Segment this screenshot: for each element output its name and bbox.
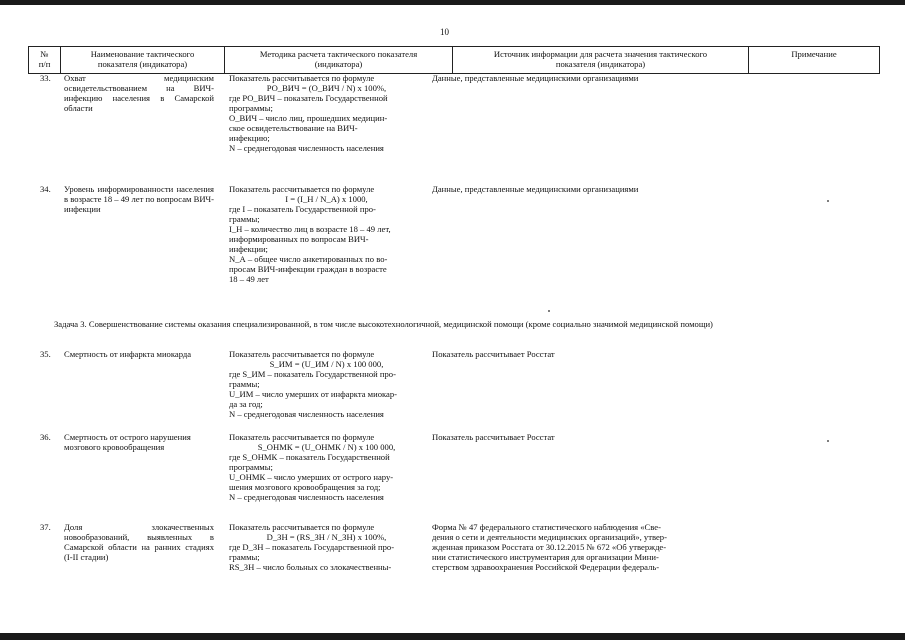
row-num: 34. (40, 184, 51, 194)
method-block (229, 184, 424, 284)
method-line: где S_ОНМК – показатель Государственной (229, 452, 390, 462)
header-method: Методика расчета тактического показателя (индикатора) (224, 47, 452, 73)
method-line: U_ОНМК – число умерших от острого нару- (229, 472, 394, 482)
header-source: Источник информации для расчета значения тактического показателя (индикатора) (452, 47, 748, 73)
source-line: жденная приказом Росстата от 30.12.2015 № 672 «Об утвержде- (432, 542, 667, 552)
formula: S_ОНМК = (U_ОНМК / N) x 100 000, (257, 442, 396, 452)
source-text: Данные, представленные медицинскими организациями (432, 73, 639, 83)
method-line: инфекции; (229, 244, 268, 254)
method-line: где I – показатель Государственной про- (229, 204, 376, 214)
method-line: граммы; (229, 379, 260, 389)
indicator-name: Уровень информированности населения в возрасте 18 – 49 лет по вопросам ВИЧ-инфекции (64, 184, 214, 214)
task-heading: Задача 3. Совершенствование системы оказания специализированной, в том числе высокотехнологичной, медицинской помощи (кроме социально значимой медицинской помощи) (54, 319, 713, 329)
method-line: RS_ЗН – число больных со злокачественны- (229, 562, 392, 572)
formula: D_ЗН = (RS_ЗН / N_ЗН) x 100%, (266, 532, 387, 542)
indicator-name: Охват медицинским освидетельствованием на ВИЧ-инфекцию населения в Самарской области (64, 73, 214, 113)
scan-speck (827, 200, 829, 202)
method-line: U_ИМ – число умерших от инфаркта миокар- (229, 389, 398, 399)
indicator-name: Смертность от инфаркта миокарда (64, 349, 192, 359)
formula: I = (I_Н / N_А) x 1000, (285, 194, 368, 204)
method-line: граммы; (229, 214, 260, 224)
method-line: ское освидетельствование на ВИЧ- (229, 123, 358, 133)
method-line: N_А – общее число анкетированных по во- (229, 254, 388, 264)
method-line: шения мозгового кровообращения за год; (229, 482, 381, 492)
method-block (229, 522, 424, 572)
scan-speck (548, 310, 550, 312)
row-num: 33. (40, 73, 51, 83)
row-num: 35. (40, 349, 51, 359)
header-note: Примечание (748, 47, 880, 73)
method-line: граммы; (229, 552, 260, 562)
formula: PO_ВИЧ = (O_ВИЧ / N) x 100%, (266, 83, 387, 93)
source-text: Показатель рассчитывает Росстат (432, 349, 555, 359)
source-line: дения о сети и деятельности медицинских организаций», утвер- (432, 532, 667, 542)
method-line: O_ВИЧ – число лиц, прошедших медицин- (229, 113, 388, 123)
table-header (28, 46, 880, 74)
method-line: Показатель рассчитывается по формуле (229, 349, 375, 359)
source-text: Показатель рассчитывает Росстат (432, 432, 555, 442)
source-line: нии статистического инструментария для организации Мини- (432, 552, 659, 562)
method-line: 18 – 49 лет (229, 274, 269, 284)
method-line: где PO_ВИЧ – показатель Государственной (229, 93, 388, 103)
method-block (229, 432, 424, 502)
scan-speck (827, 440, 829, 442)
bottom-scan-border (0, 633, 905, 640)
method-line: Показатель рассчитывается по формуле (229, 184, 375, 194)
method-line: информированных по вопросам ВИЧ- (229, 234, 369, 244)
formula: S_ИМ = (U_ИМ / N) x 100 000, (269, 359, 384, 369)
header-num: № п/п (28, 47, 60, 73)
method-block (229, 73, 424, 153)
method-line: N – среднегодовая численность населения (229, 492, 384, 502)
method-line: I_Н – количество лиц в возрасте 18 – 49 лет, (229, 224, 391, 234)
method-line: где D_ЗН – показатель Государственной про- (229, 542, 395, 552)
top-scan-border (0, 0, 905, 5)
method-line: N – среднегодовая численность населения (229, 143, 384, 153)
method-line: программы; (229, 103, 273, 113)
source-text: Данные, представленные медицинскими организациями (432, 184, 639, 194)
row-num: 36. (40, 432, 51, 442)
method-line: программы; (229, 462, 273, 472)
method-line: где S_ИМ – показатель Государственной про- (229, 369, 396, 379)
method-block (229, 349, 424, 419)
method-line: Показатель рассчитывается по формуле (229, 522, 375, 532)
source-line: Форма № 47 федерального статистического наблюдения «Све- (432, 522, 661, 532)
method-line: инфекцию; (229, 133, 270, 143)
method-line: просам ВИЧ-инфекции граждан в возрасте (229, 264, 387, 274)
method-line: Показатель рассчитывается по формуле (229, 432, 375, 442)
header-name: Наименование тактического показателя (индикатора) (60, 47, 224, 73)
row-num: 37. (40, 522, 51, 532)
source-block (432, 522, 722, 572)
indicator-name: Смертность от острого нарушения мозгового кровообращения (64, 432, 191, 452)
method-line: N – среднегодовая численность населения (229, 409, 384, 419)
source-line: стерством здравоохранения Российской Федерации федераль- (432, 562, 660, 572)
method-line: Показатель рассчитывается по формуле (229, 73, 375, 83)
page-number: 10 (440, 27, 449, 37)
method-line: да за год; (229, 399, 263, 409)
indicator-name: Доля злокачественных новообразований, выявленных в Самарской области на ранних стадиях (I-II стадии) (64, 522, 214, 562)
